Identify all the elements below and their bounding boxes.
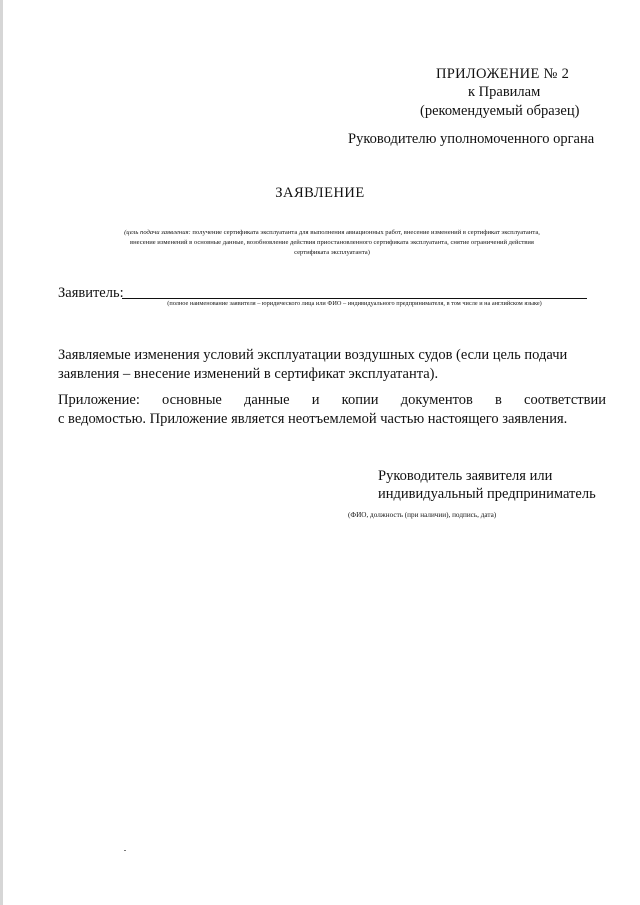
scan-edge (0, 0, 3, 905)
purpose-note-line-2: внесение изменений в основные данные, возобновление действия приостановленного сертификата эксплуатанта, снятие ограничений действия (130, 239, 534, 246)
attachment-word: документов (400, 392, 473, 408)
document-title: ЗАЯВЛЕНИЕ (275, 185, 365, 201)
attachment-line-1 (58, 392, 606, 409)
changes-paragraph (58, 346, 606, 384)
signer-title-line-2: индивидуальный предприниматель (378, 486, 596, 502)
signer-hint: (ФИО, должность (при наличии), подпись, дата) (348, 511, 497, 519)
applicant-label: Заявитель: (58, 285, 124, 301)
recipient-line: Руководителю уполномоченного органа (348, 131, 595, 147)
changes-line-1: Заявляемые изменения условий эксплуатации воздушных судов (если цель подачи (58, 347, 568, 363)
appendix-rules-reference: к Правилам (468, 84, 541, 100)
scan-speck (124, 850, 126, 851)
attachment-line-2: с ведомостью. Приложение является неотъемлемой частью настоящего заявления. (58, 411, 568, 427)
purpose-note-text-1: получение сертификата эксплуатанта для выполнения авиационных работ, внесение изменений в сертификат эксплуатанта, (190, 229, 540, 236)
attachment-word: и (311, 392, 320, 408)
purpose-note (58, 228, 606, 258)
attachment-word: основные (162, 392, 222, 408)
attachment-word: копии (341, 392, 379, 408)
attachment-word: соответствии (524, 392, 606, 408)
signer-title-line-1: Руководитель заявителя или (378, 468, 553, 484)
attachment-word: данные (244, 392, 290, 408)
appendix-title: ПРИЛОЖЕНИЕ № 2 (436, 66, 570, 82)
changes-line-2: заявления – внесение изменений в сертификат эксплуатанта). (58, 366, 439, 382)
purpose-note-line-1 (58, 228, 606, 238)
attachment-word: в (495, 392, 502, 408)
applicant-hint: (полное наименование заявителя – юридического лица или ФИО – индивидуального предпринимателя, в том числе и на английском языке) (167, 300, 542, 307)
appendix-sample-note: (рекомендуемый образец) (420, 103, 580, 119)
purpose-note-label: (цель подачи заявления: (124, 229, 191, 236)
applicant-fill-line (122, 298, 587, 299)
attachment-word: Приложение: (58, 392, 140, 408)
purpose-note-line-3: сертификата эксплуатанта) (294, 249, 370, 256)
